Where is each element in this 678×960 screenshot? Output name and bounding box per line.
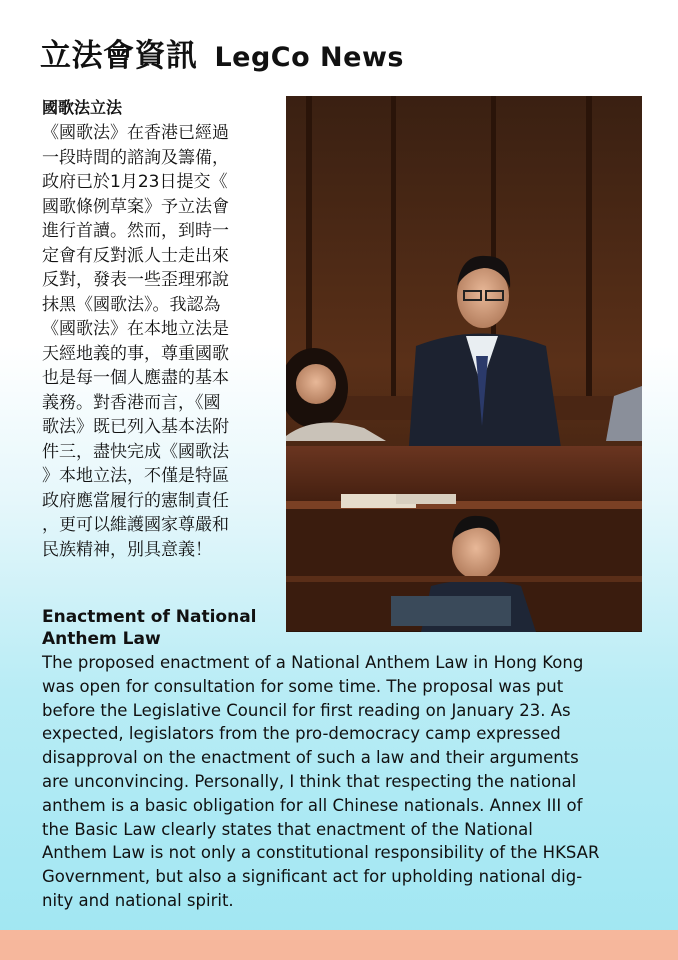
chinese-body-line: 抹黑《國歌法》。我認為 (42, 294, 221, 315)
english-article-body (42, 651, 642, 913)
english-title-line: Anthem Law (42, 629, 161, 649)
english-body-line: the Basic Law clearly states that enactment of the National (42, 819, 533, 839)
english-title-line: Enactment of National (42, 607, 257, 627)
chinese-body-line: 歌法》既已列入基本法附 (42, 417, 229, 437)
page-header (40, 30, 404, 74)
chinese-body-line: 》本地立法，不僅是特區 (42, 466, 229, 486)
english-body-line: anthem is a basic obligation for all Chinese nationals. Annex III of (42, 795, 583, 815)
chinese-body-line: 義務。對香港而言，《國 (42, 392, 221, 413)
chinese-body-line: ，更可以維護國家尊嚴和 (42, 515, 229, 535)
english-body-line: are unconvincing. Personally, I think that respecting the national (42, 771, 577, 791)
chinese-body-line: 定會有反對派人士走出來 (42, 245, 229, 266)
english-body-line: expected, legislators from the pro-democracy camp expressed (42, 724, 561, 744)
english-body-line: disapproval on the enactment of such a law and their arguments (42, 748, 579, 768)
chinese-body-line: 天經地義的事，尊重國歌 (42, 343, 229, 364)
chinese-body-line: 政府應當履行的憲制責任 (42, 490, 229, 511)
english-body-line: was open for consultation for some time. The proposal was put (42, 676, 564, 696)
legco-chamber-photo (286, 96, 642, 632)
english-body-line: nity and national spirit. (42, 890, 234, 910)
chinese-body-line: 《國歌法》在本地立法是 (42, 319, 229, 339)
chinese-body-line: 一段時間的諮詢及籌備， (42, 147, 229, 168)
chinese-body-line: 件三，盡快完成《國歌法 (42, 441, 229, 462)
chinese-article-title: 國歌法立法 (42, 98, 123, 117)
english-body-line: before the Legislative Council for first reading on January 23. As (42, 700, 571, 720)
english-body-line: The proposed enactment of a National Anthem Law in Hong Kong (42, 653, 584, 672)
photo-illustration (286, 96, 642, 632)
header-title-english: LegCo News (214, 42, 404, 73)
english-article (42, 606, 642, 913)
chinese-body-line: 《國歌法》在香港已經過 (42, 123, 229, 143)
footer-band (0, 930, 678, 960)
english-body-line: Anthem Law is not only a constitutional responsibility of the HKSAR (42, 843, 600, 863)
chinese-body-line: 進行首讀。然而，到時一 (42, 221, 229, 241)
chinese-body-line: 反對，發表一些歪理邪說 (42, 270, 229, 290)
english-body-line: Government, but also a significant act for upholding national dig- (42, 867, 583, 887)
chinese-body-line: 也是每一個人應盡的基本 (42, 368, 229, 388)
chinese-body-line: 政府已於1月23日提交《 (42, 172, 228, 192)
chinese-article-body (42, 121, 274, 562)
chinese-article (42, 97, 274, 562)
chinese-body-line: 國歌條例草案》予立法會 (42, 196, 229, 217)
chinese-body-line: 民族精神，別具意義！ (42, 539, 212, 560)
english-article-title (42, 606, 642, 650)
header-title-chinese: 立法會資訊 (40, 38, 198, 74)
